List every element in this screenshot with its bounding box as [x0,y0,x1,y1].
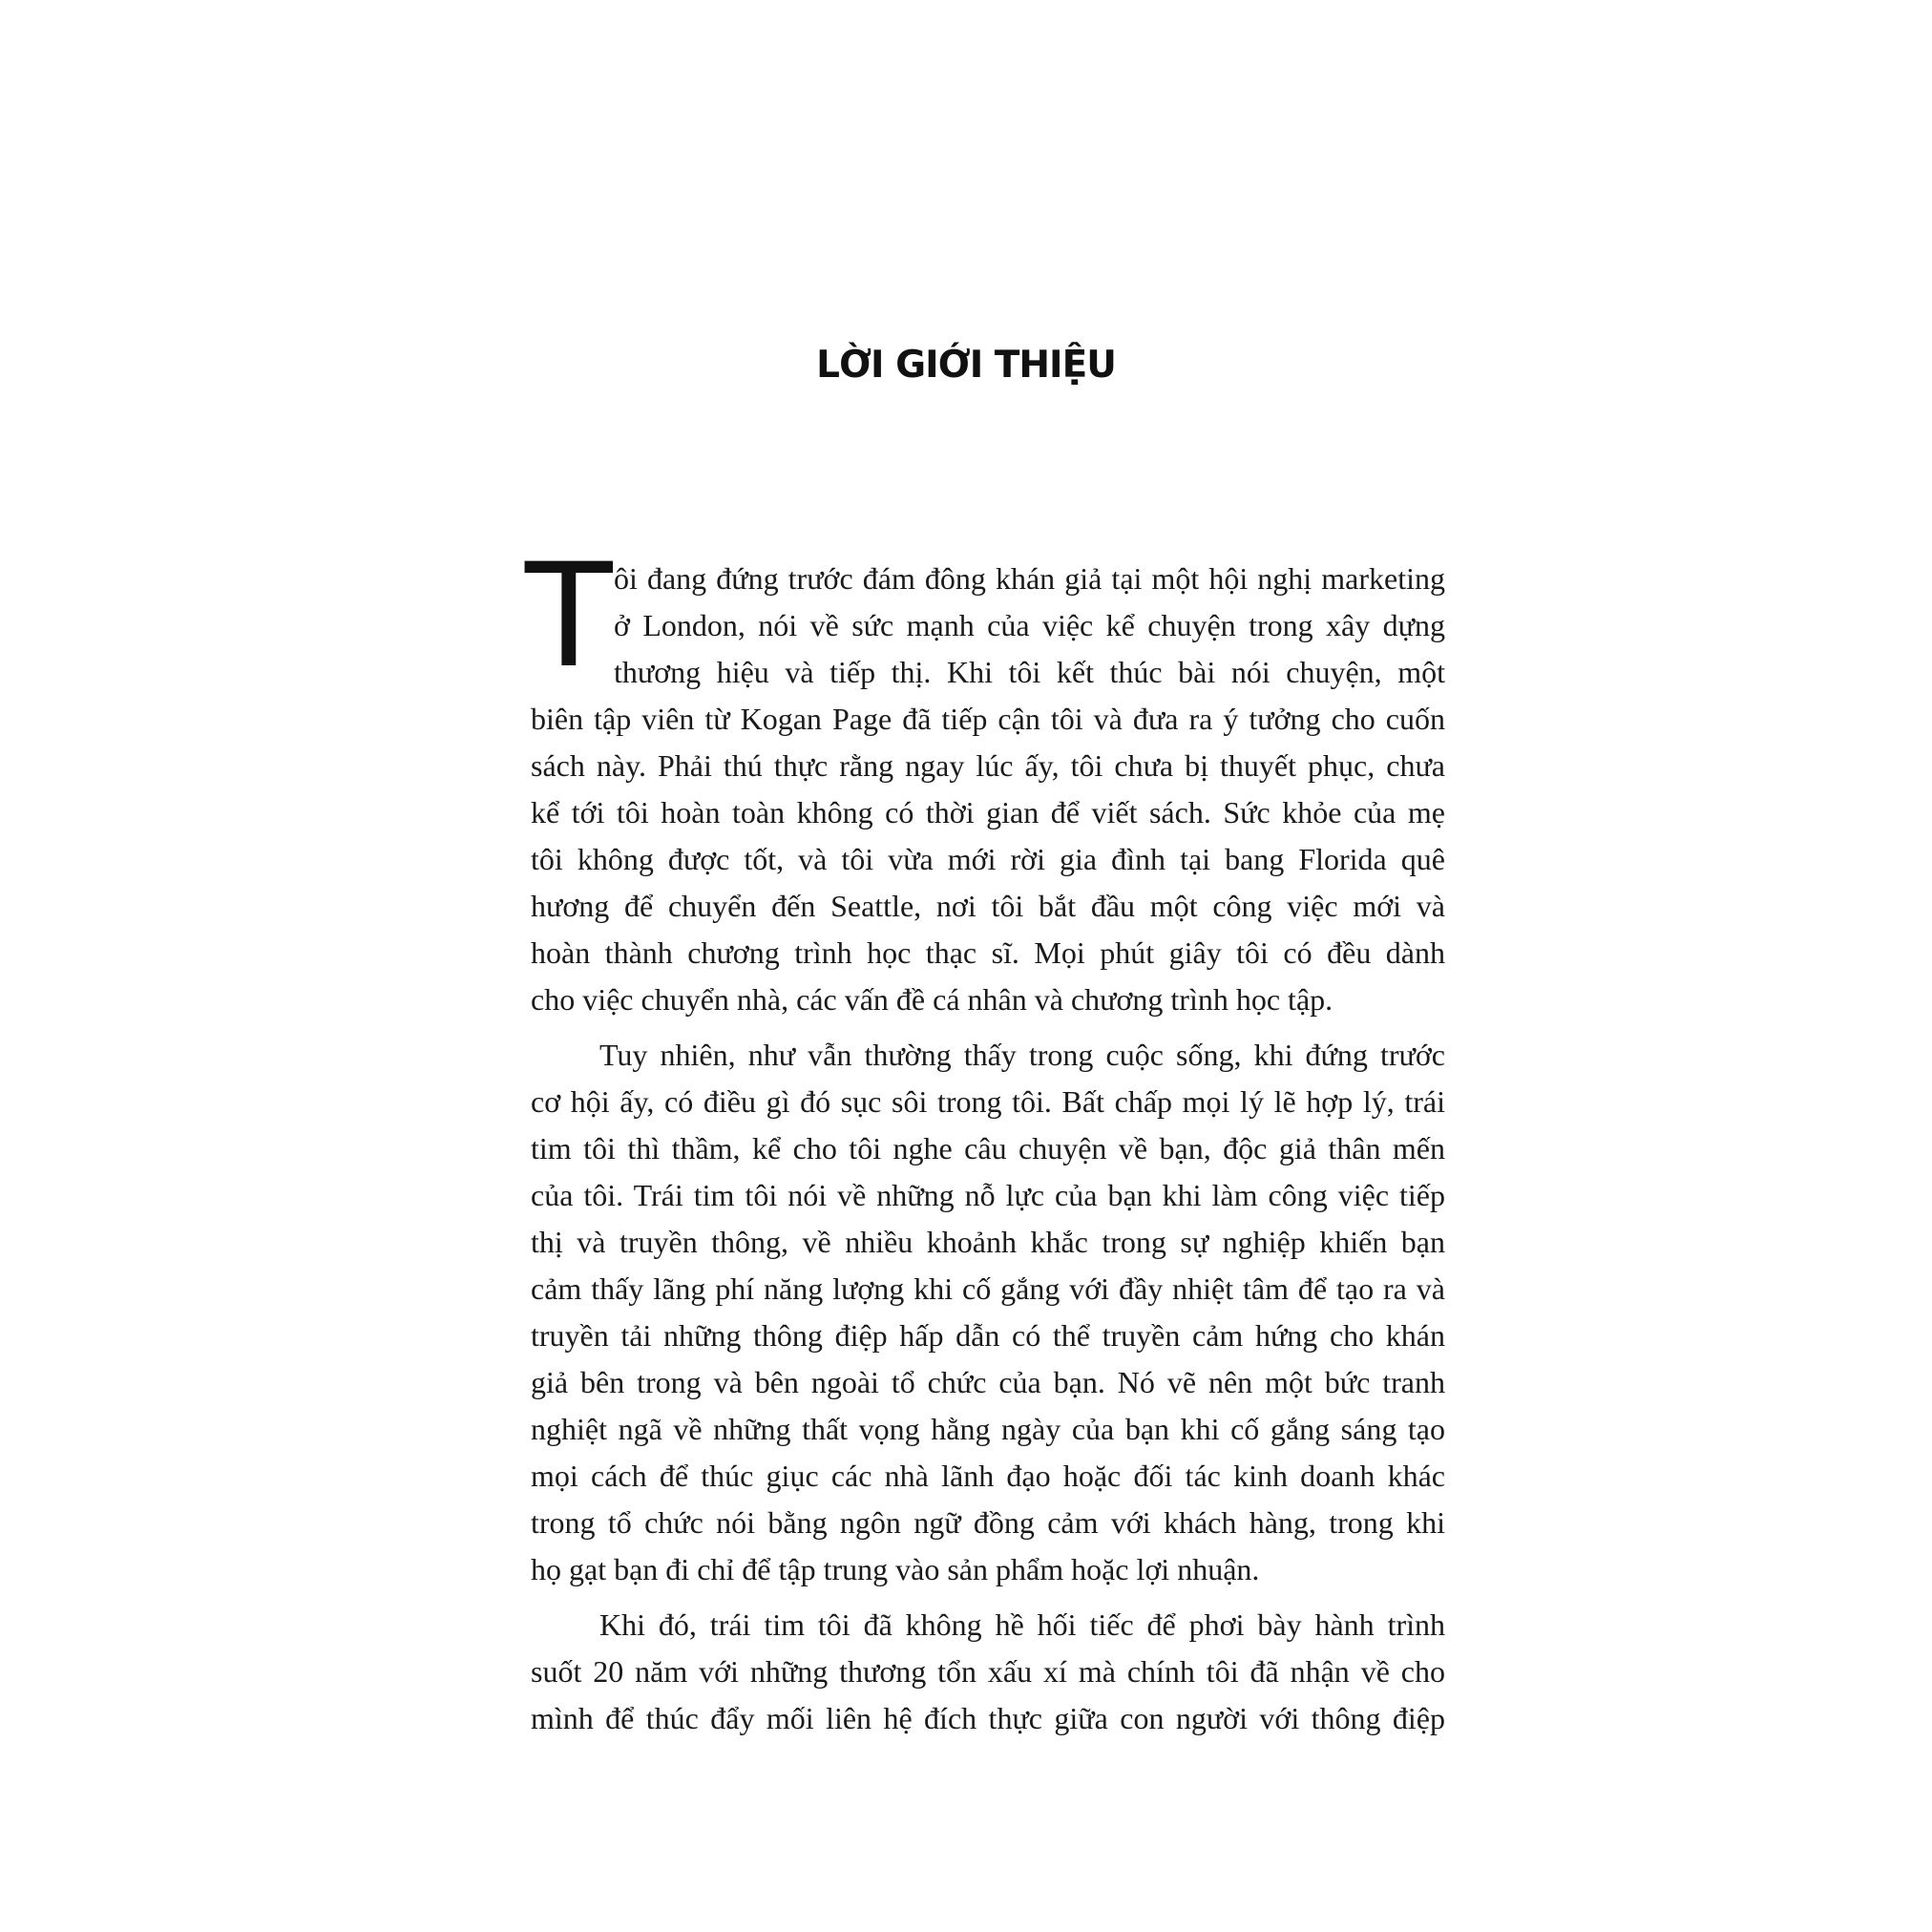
text-line: Khi đó, trái tim tôi đã không hề hối tiếc để phơi bày hành trình [599,1607,1445,1642]
drop-cap: T [525,534,609,700]
chapter-title: LỜI GIỚI THIỆU [816,344,1116,387]
text-line: trong tổ chức nói bằng ngôn ngữ đồng cảm với khách hàng, trong khi [531,1505,1445,1540]
text-line: tim tôi thì thầm, kể cho tôi nghe câu chuyện về bạn, độc giả thân mến [531,1131,1445,1166]
paragraph-1 [525,534,1445,1023]
paragraph-2 [531,1032,1445,1593]
text-line: thị và truyền thông, về nhiều khoảnh khắc trong sự nghiệp khiến bạn [531,1225,1445,1259]
text-line: giả bên trong và bên ngoài tổ chức của bạn. Nó vẽ nên một bức tranh [531,1365,1445,1399]
text-line: thương hiệu và tiếp thị. Khi tôi kết thúc bài nói chuyện, một [614,655,1445,689]
text-line: sách này. Phải thú thực rằng ngay lúc ấy, tôi chưa bị thuyết phục, chưa [531,748,1445,783]
text-line: kể tới tôi hoàn toàn không có thời gian để viết sách. Sức khỏe của mẹ [531,795,1445,830]
text-line: truyền tải những thông điệp hấp dẫn có thể truyền cảm hứng cho khán [531,1318,1445,1353]
body-text [525,534,1445,1751]
paragraph-3 [531,1602,1445,1742]
text-line: hương để chuyển đến Seattle, nơi tôi bắt đầu một công việc mới và [531,889,1445,923]
text-line: suốt 20 năm với những thương tổn xấu xí mà chính tôi đã nhận về cho [531,1654,1445,1689]
text-line: của tôi. Trái tim tôi nói về những nỗ lực của bạn khi làm công việc tiếp [531,1178,1445,1212]
text-line: Tuy nhiên, như vẫn thường thấy trong cuộc sống, khi đứng trước [599,1038,1445,1072]
text-line: mình để thúc đẩy mối liên hệ đích thực giữa con người với thông điệp [531,1701,1445,1735]
text-line: cho việc chuyển nhà, các vấn đề cá nhân và chương trình học tập. [531,982,1334,1017]
text-line: ôi đang đứng trước đám đông khán giả tại một hội nghị marketing [614,561,1445,596]
text-line: mọi cách để thúc giục các nhà lãnh đạo hoặc đối tác kinh doanh khác [531,1459,1445,1493]
text-line: biên tập viên từ Kogan Page đã tiếp cận tôi và đưa ra ý tưởng cho cuốn [531,702,1445,736]
text-line: họ gạt bạn đi chỉ để tập trung vào sản phẩm hoặc lợi nhuận. [531,1552,1260,1586]
text-line: hoàn thành chương trình học thạc sĩ. Mọi phút giây tôi có đều dành [531,935,1445,970]
text-line: cảm thấy lãng phí năng lượng khi cố gắng với đầy nhiệt tâm để tạo ra và [531,1271,1445,1306]
text-line: tôi không được tốt, và tôi vừa mới rời gia đình tại bang Florida quê [531,842,1445,876]
text-line: nghiệt ngã về những thất vọng hằng ngày của bạn khi cố gắng sáng tạo [531,1412,1445,1446]
text-line: cơ hội ấy, có điều gì đó sục sôi trong tôi. Bất chấp mọi lý lẽ hợp lý, trái [531,1084,1445,1119]
text-line: ở London, nói về sức mạnh của việc kể chuyện trong xây dựng [614,608,1445,642]
